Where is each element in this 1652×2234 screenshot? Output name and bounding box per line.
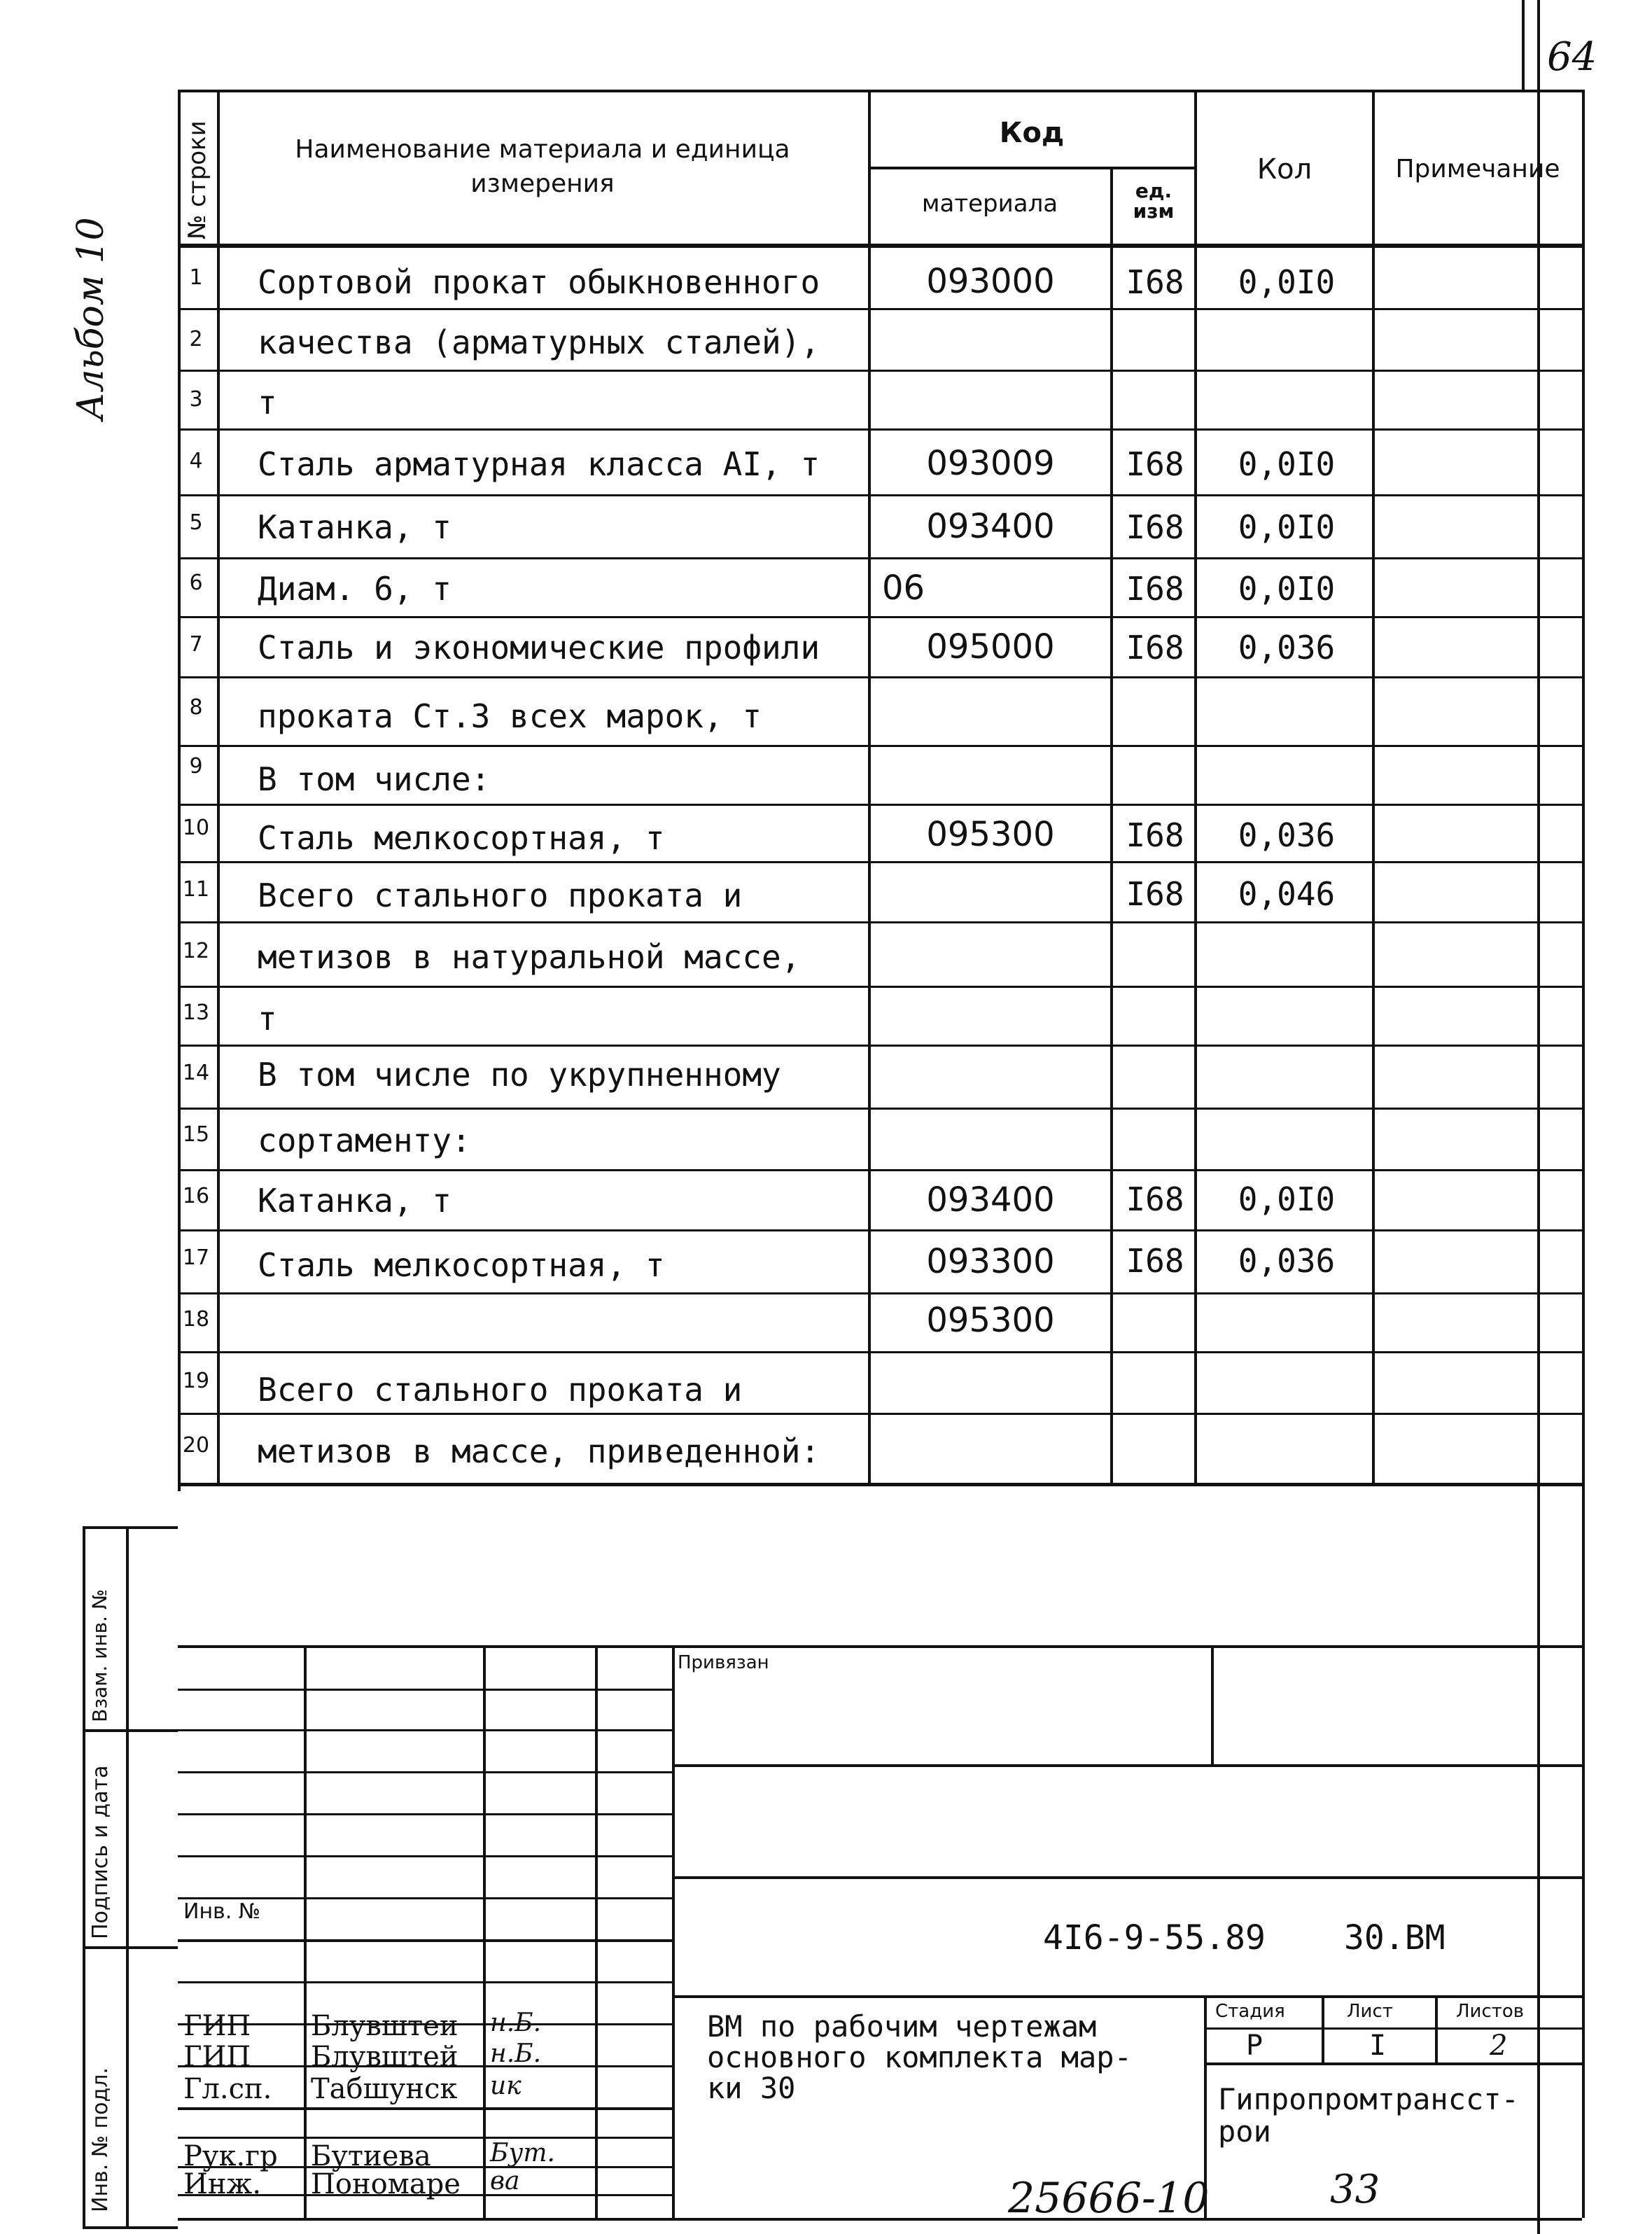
row-material-name: Сталь мелкосортная, т	[258, 819, 665, 857]
signer-signature: Бут.	[490, 2139, 555, 2167]
row-number: 13	[182, 1000, 210, 1025]
row-quantity: 0,036	[1238, 629, 1336, 666]
stamp-list-value: I	[1369, 2030, 1387, 2062]
row-material-code: 095300	[926, 1301, 1055, 1340]
row-number: 8	[189, 695, 203, 720]
stamp-org-line-2: рои	[1218, 2114, 1271, 2149]
row-quantity: 0,0I0	[1238, 445, 1336, 483]
row-number: 10	[182, 816, 210, 840]
row-number: 2	[189, 327, 203, 351]
stamp-org-line-1: Гипропромтрансст-	[1218, 2082, 1519, 2116]
stamp-stadiya-label: Стадия	[1215, 2001, 1285, 2022]
row-quantity: 0,046	[1238, 875, 1336, 913]
row-unit-code: I68	[1126, 508, 1184, 546]
row-unit-code: I68	[1126, 263, 1184, 301]
row-material-name: В том числе:	[258, 760, 491, 798]
stamp-title-line-3: ки 30	[707, 2071, 796, 2105]
side-label-inv-podl: Инв. № подл.	[88, 2067, 113, 2212]
row-number: 18	[182, 1307, 210, 1332]
row-number: 11	[182, 877, 210, 902]
row-material-name: проката Ст.3 всех марок, т	[258, 697, 762, 735]
row-material-name: Катанка, т	[258, 1182, 451, 1220]
row-number: 17	[182, 1245, 210, 1270]
row-material-name: Сталь и экономические профили	[258, 629, 820, 666]
row-material-code: 093009	[926, 444, 1055, 483]
row-number: 9	[189, 754, 203, 779]
row-material-name: Сортовой прокат обыкновенного	[258, 263, 820, 301]
row-material-name: В том числе по укрупненному	[258, 1056, 781, 1094]
stamp-privyazan-label: Привязан	[678, 1652, 769, 1673]
row-material-name: т	[258, 1000, 277, 1038]
header-note: Примечание	[1395, 155, 1560, 183]
stamp-title-line-2: основного комплекта мар-	[707, 2040, 1132, 2074]
side-label-podpis-data: Подпись и дата	[88, 1765, 113, 1939]
row-unit-code: I68	[1126, 875, 1184, 913]
signer-role: Гл.сп.	[183, 2073, 272, 2105]
page-frame-right	[1537, 0, 1540, 2234]
row-material-name: Всего стального проката и	[258, 877, 743, 914]
row-unit-code: I68	[1126, 629, 1184, 666]
bottom-archive-number: 25666-10	[1008, 2174, 1210, 2223]
stamp-listov-label: Листов	[1456, 2001, 1525, 2022]
row-material-name: метизов в массе, приведенной:	[258, 1432, 820, 1470]
row-number: 12	[182, 939, 210, 963]
row-number: 7	[189, 632, 203, 657]
signer-name: Блувштеи	[311, 2010, 458, 2042]
stamp-doc-mark: 30.ВМ	[1344, 1918, 1446, 1957]
row-material-name: т	[258, 384, 277, 421]
signer-role: ГИП	[183, 2010, 251, 2042]
row-material-name: качества (арматурных сталей),	[258, 323, 820, 361]
header-qty: Кол	[1256, 153, 1312, 186]
row-material-code: 093000	[926, 262, 1055, 301]
row-number: 1	[189, 265, 203, 290]
row-material-name: метизов в натуральной массе,	[258, 938, 801, 976]
row-material-code: 095300	[926, 815, 1055, 854]
header-name: Наименование материала и единица измерения	[295, 135, 790, 198]
signer-signature: н.Б.	[490, 2039, 542, 2068]
row-material-name: Сталь мелкосортная, т	[258, 1246, 665, 1284]
row-unit-code: I68	[1126, 1242, 1184, 1280]
header-code-material: материала	[921, 190, 1058, 218]
side-label-vzam-inv: Взам. инв. №	[88, 1589, 111, 1722]
row-material-code: 095000	[926, 627, 1055, 666]
header-row-no: № строки	[183, 120, 211, 239]
signer-role: Рук.гр	[183, 2140, 278, 2172]
row-number: 4	[189, 449, 203, 473]
row-material-code: 06	[882, 568, 925, 608]
bottom-sheet-number: 33	[1330, 2167, 1380, 2212]
stamp-listov-value: 2	[1490, 2030, 1508, 2062]
row-material-name: Сталь арматурная класса AI, т	[258, 445, 820, 483]
row-material-name: сортаменту:	[258, 1122, 471, 1159]
album-label: Альбом 10	[70, 217, 112, 420]
row-unit-code: I68	[1126, 816, 1184, 854]
signer-signature: ик	[490, 2072, 522, 2100]
row-number: 14	[182, 1061, 210, 1085]
row-quantity: 0,036	[1238, 1242, 1336, 1280]
signer-name: Блувштей	[311, 2041, 458, 2073]
row-unit-code: I68	[1126, 1180, 1184, 1218]
signer-name: Пономаре	[311, 2168, 461, 2200]
header-code-group: Код	[999, 117, 1065, 149]
row-number: 15	[182, 1122, 210, 1147]
page-number: 64	[1547, 34, 1597, 80]
signer-signature: н.Б.	[490, 2009, 542, 2037]
signer-name: Бутиева	[311, 2140, 431, 2172]
signer-role: Инж.	[183, 2168, 262, 2200]
page-number-box-left	[1522, 0, 1525, 90]
row-material-name: Катанка, т	[258, 508, 451, 546]
row-number: 6	[189, 571, 203, 595]
row-number: 19	[182, 1369, 210, 1393]
signer-name: Табшунск	[311, 2073, 458, 2105]
row-quantity: 0,0I0	[1238, 1180, 1336, 1218]
row-number: 16	[182, 1184, 210, 1208]
signer-signature: ва	[490, 2167, 520, 2195]
row-unit-code: I68	[1126, 445, 1184, 483]
row-number: 5	[189, 510, 203, 535]
row-material-code: 093300	[926, 1242, 1055, 1281]
row-number: 20	[182, 1433, 210, 1458]
row-material-name: Всего стального проката и	[258, 1371, 743, 1409]
stamp-list-label: Лист	[1347, 2001, 1393, 2022]
row-material-code: 093400	[926, 507, 1055, 546]
stamp-inv-no-label: Инв. №	[183, 1899, 261, 1924]
header-code-unit: ед. изм	[1133, 179, 1175, 223]
row-material-code: 093400	[926, 1180, 1055, 1220]
stamp-title-line-1: ВМ по рабочим чертежам	[707, 2009, 1097, 2044]
row-quantity: 0,0I0	[1238, 263, 1336, 301]
stamp-doc-code: 4I6-9-55.89	[1043, 1918, 1266, 1957]
row-number: 3	[189, 387, 203, 412]
row-quantity: 0,036	[1238, 816, 1336, 854]
row-quantity: 0,0I0	[1238, 508, 1336, 546]
row-quantity: 0,0I0	[1238, 570, 1336, 608]
row-unit-code: I68	[1126, 570, 1184, 608]
signer-role: ГИП	[183, 2041, 251, 2073]
row-material-name: Диам. 6, т	[258, 570, 451, 608]
stamp-stadiya-value: Р	[1246, 2030, 1264, 2062]
